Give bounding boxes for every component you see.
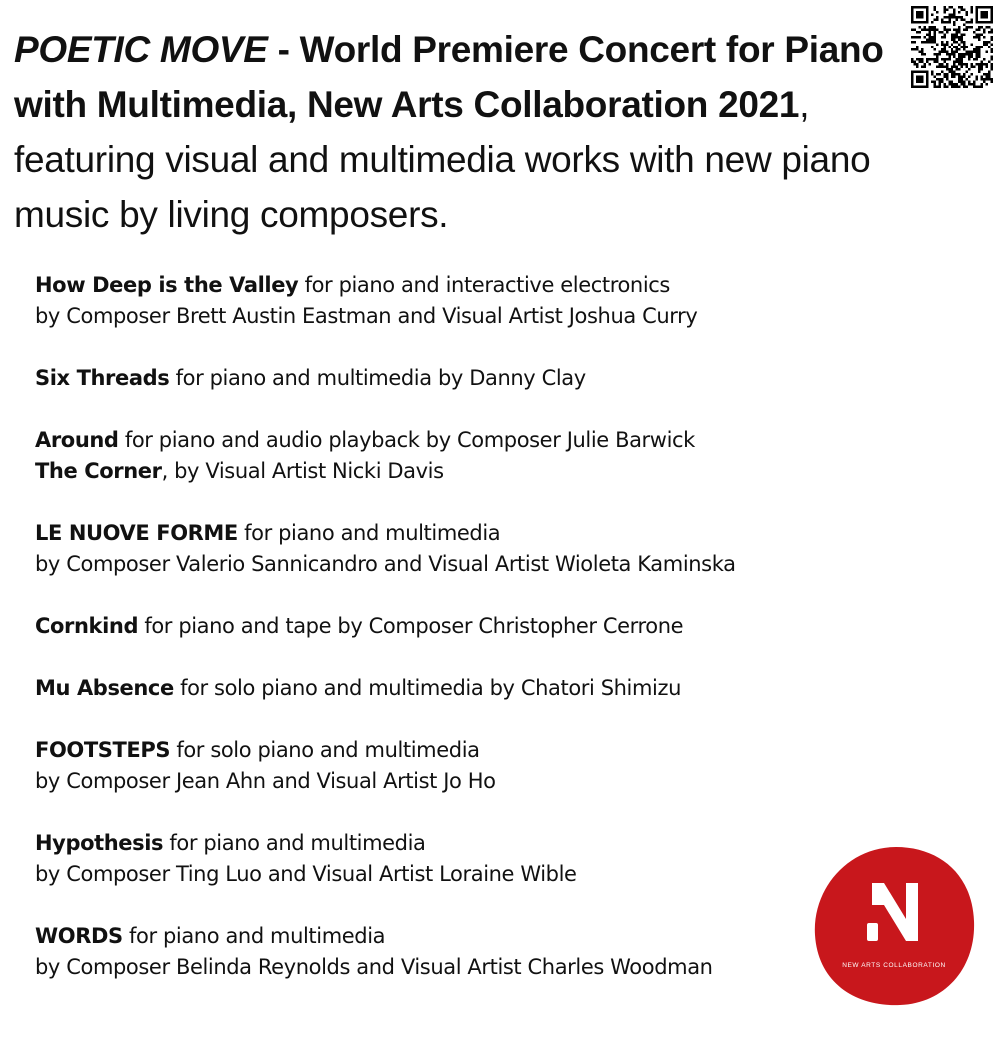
piece-title: LE NUOVE FORME <box>35 521 238 545</box>
program-item-line <box>35 456 795 487</box>
program-item <box>35 611 795 642</box>
piece-description: for solo piano and multimedia by Chatori Shimizu <box>173 676 682 700</box>
program-list <box>35 270 795 1014</box>
logo-n-dot <box>867 923 878 941</box>
piece-description: for piano and tape by Composer Christopher Cerrone <box>138 614 684 638</box>
piece-credits: by Composer Jean Ahn and Visual Artist Jo Ho <box>35 769 496 793</box>
program-item-line <box>35 735 795 766</box>
piece-title: Cornkind <box>35 614 139 638</box>
piece-description: , by Visual Artist Nicki Davis <box>161 459 444 483</box>
piece-title: Mu Absence <box>35 676 174 700</box>
piece-description: for piano and multimedia <box>163 831 426 855</box>
piece-description: for piano and multimedia by Danny Clay <box>169 366 586 390</box>
program-item <box>35 828 795 890</box>
piece-title: Hypothesis <box>35 831 164 855</box>
program-item-line <box>35 673 795 704</box>
piece-title: Around <box>35 428 119 452</box>
headline-dash: - <box>267 29 300 70</box>
piece-credits: by Composer Belinda Reynolds and Visual Artist Charles Woodman <box>35 955 713 979</box>
program-item <box>35 518 795 580</box>
piece-credits: by Composer Valerio Sannicandro and Visual Artist Wioleta Kaminska <box>35 552 736 576</box>
program-item <box>35 425 795 487</box>
program-item <box>35 673 795 704</box>
piece-description: for piano and multimedia <box>237 521 501 545</box>
program-item-line <box>35 425 795 456</box>
program-item <box>35 363 795 394</box>
headline-subtitle: , featuring visual and multimedia works with new piano music by living composers. <box>14 84 871 235</box>
piece-title: FOOTSTEPS <box>35 738 171 762</box>
piece-credits: by Composer Ting Luo and Visual Artist Loraine Wible <box>35 862 577 886</box>
piece-title: The Corner <box>35 459 162 483</box>
piece-description: for solo piano and multimedia <box>170 738 480 762</box>
headline-title-italic: POETIC MOVE <box>14 29 268 70</box>
program-item <box>35 921 795 983</box>
piece-title: Six Threads <box>35 366 170 390</box>
headline-title-bold: World Premiere Concert for Piano with Multimedia, New Arts Collaboration 2021 <box>14 29 884 125</box>
piece-title: WORDS <box>35 924 123 948</box>
program-item <box>35 270 795 332</box>
logo-caption: NEW ARTS COLLABORATION <box>842 962 946 969</box>
program-item-line <box>35 828 795 859</box>
program-item <box>35 735 795 797</box>
program-item-line <box>35 921 795 952</box>
piece-credits: by Composer Brett Austin Eastman and Visual Artist Joshua Curry <box>35 304 698 328</box>
logo-blob <box>815 847 974 1005</box>
nac-logo-icon <box>812 843 976 1007</box>
program-item-line <box>35 270 795 301</box>
qr-code-icon[interactable] <box>911 6 993 88</box>
piece-description: for piano and multimedia <box>122 924 386 948</box>
page-headline <box>14 22 894 242</box>
program-item-line <box>35 363 795 394</box>
piece-description: for piano and audio playback by Composer Julie Barwick <box>118 428 695 452</box>
program-item-line <box>35 611 795 642</box>
piece-description: for piano and interactive electronics <box>298 273 670 297</box>
piece-title: How Deep is the Valley <box>35 273 299 297</box>
program-item-line <box>35 518 795 549</box>
